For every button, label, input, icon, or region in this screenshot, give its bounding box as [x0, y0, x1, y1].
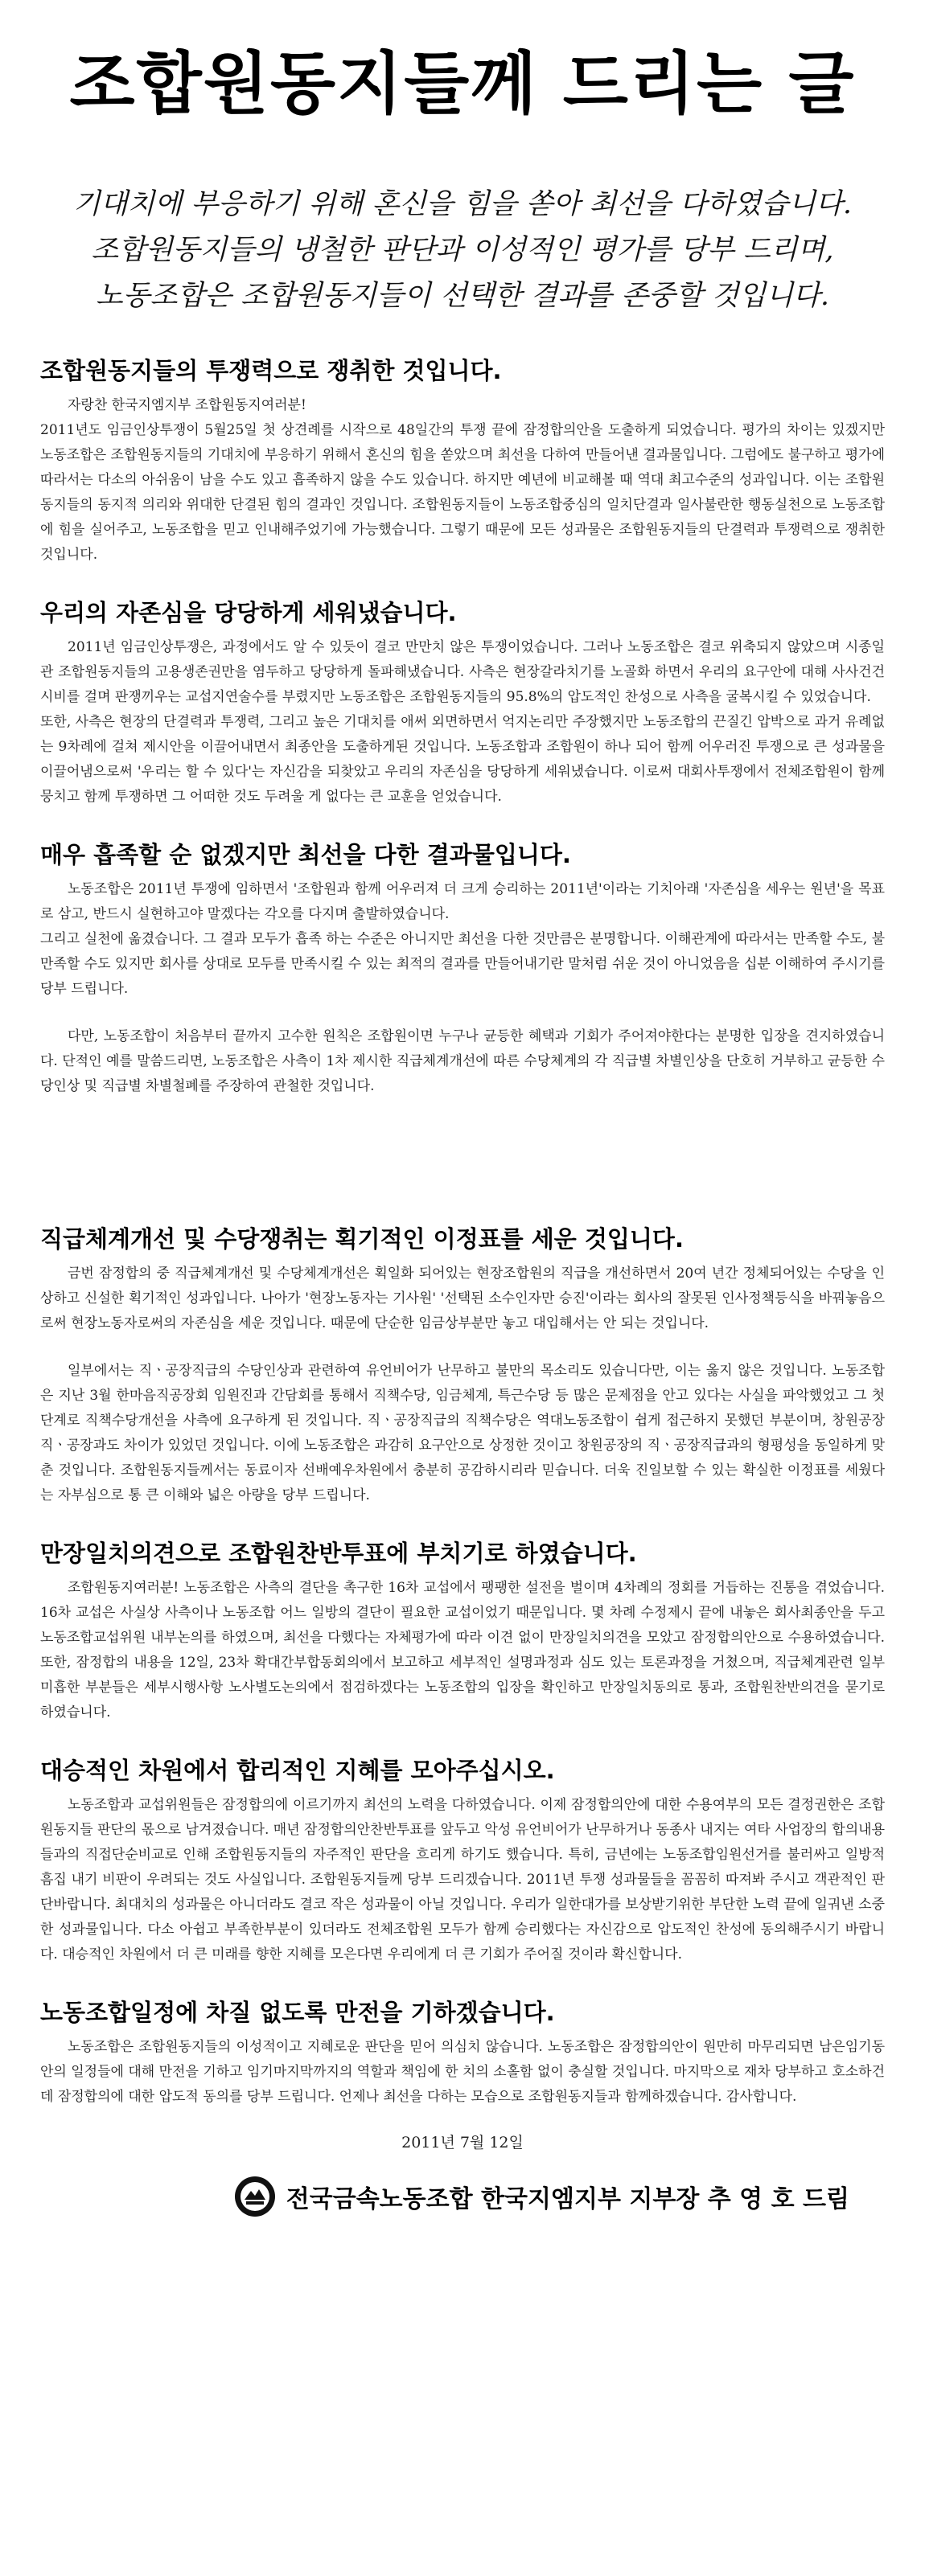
section-paragraph: 노동조합과 교섭위원들은 잠정합의에 이르기까지 최선의 노력을 다하였습니다. 이제 잠정합의안에 대한 수용여부의 모든 결정권한은 조합원동지들 판단의 몫으로 남겨졌습니다. 매년 잠정합의안찬반투표를 앞두고 악성 유언비어가 난무하거나 동종사 내지는 여타 사업장의 합의내용들과의 직접단순비교로 인해 조합원동지들의 자주적인 판단을 흐리게 하기도 했습니다. 특히, 금년에는 노동조합임원선거를 불러싸고 일방적 흠집 내기 비판이 우려되는 것도 사실입니다. 조합원동지들께 당부 드리겠습니다. 2011년 투쟁 성과물들을 꼼꼼히 따져봐 주시고 객관적인 판단바랍니다. 최대치의 성과물은 아니더라도 결코 작은 성과물이 아닐 것입니다. 우리가 일한대가를 보상받기위한 부단한 노력 끝에 일궈낸 소중한 성과물입니다. 다소 아쉽고 부족한부분이 있더라도 전체조합원 모두가 함께 승리했다는 자신감으로 압도적인 찬성에 동의해주시기 바랍니다. 대승적인 차원에서 더 큰 미래를 향한 지혜를 모은다면 우리에게 더 큰 기회가 주어질 것이라 확신합니다. — [40, 1797, 886, 1963]
section-paragraph: 노동조합은 조합원동지들의 이성적이고 지혜로운 판단을 믿어 의심치 않습니다. 노동조합은 잠정합의안이 원만히 마무리되면 남은임기동안의 일정들에 대해 만전을 기하고 임기마지막까지의 역할과 책임에 한 치의 소홀함 없이 충실할 것입니다. 마지막으로 재차 당부하고 호소하건데 잠정합의에 대한 압도적 동의를 당부 드립니다. 언제나 최선을 다하는 모습으로 조합원동지들과 함께하겠습니다. 감사합니다. — [40, 2039, 885, 2105]
section-heading: 만장일치의견으로 조합원찬반투표에 부치기로 하였습니다. — [40, 1540, 637, 1567]
section-schedule — [40, 1996, 885, 2110]
section-pride — [40, 597, 885, 810]
union-logo-icon — [233, 2175, 277, 2218]
section-paragraph: 다만, 노동조합이 처음부터 끝까지 고수한 원칙은 조합원이면 누구나 균등한 혜택과 기회가 주어져야한다는 분명한 입장을 견지하였습니다. 단적인 예를 말씀드리면, 노동조합은 사측이 1차 제시한 직급체계개선에 따른 수당체계의 각 직급별 차별인상을 단호히 거부하고 균등한 수당인상 및 직급별 차별철폐를 주장하여 관철한 것입니다. — [40, 1028, 885, 1094]
section-paragraph: 2011년 임금인상투쟁은, 과정에서도 알 수 있듯이 결코 만만치 않은 투쟁이었습니다. 그러나 노동조합은 결코 위축되지 않았으며 시종일관 조합원동지들의 고용생존권만을 염두하고 당당하게 돌파해냈습니다. 사측은 현장갈라치기를 노골화 하면서 우리의 요구안에 대해 사사건건 시비를 걸며 판쟁끼우는 교섭지연술수를 부렸지만 노동조합은 조합원동지들의 95.8%의 압도적인 찬성으로 사측을 굴복시킬 수 있었습니다. — [40, 639, 885, 705]
subtitle-block — [40, 182, 885, 319]
section-heading: 직급체계개선 및 수당쟁취는 획기적인 이정표를 세운 것입니다. — [40, 1225, 684, 1253]
section-paragraph: 노동조합은 2011년 투쟁에 임하면서 '조합원과 함께 어우러져 더 크게 승리하는 2011년'이라는 기치아래 '자존심을 세우는 원년'을 목표로 삼고, 반드시 실현하고야 말겠다는 각오를 다지며 출발하였습니다. — [40, 881, 885, 922]
section-spacer — [40, 1099, 885, 1194]
section-paragraph: 금번 잠정합의 중 직급체계개선 및 수당체계개선은 획일화 되어있는 현장조합원의 직급을 개선하면서 20여 년간 정체되어있는 수당을 인상하고 신설한 획기적인 성과입니다. 나아가 '현장노동자는 기사원' '선택된 소수인자만 승진'이라는 회사의 잘못된 인사정책등식을 바꿔놓음으로써 현장노동자로써의 자존심을 세운 것입니다. 때문에 단순한 임금상부분만 놓고 대입해서는 안 되는 것입니다. — [40, 1265, 885, 1331]
signature-block — [40, 2175, 885, 2218]
section-heading: 노동조합일정에 차질 없도록 만전을 기하겠습니다. — [40, 1999, 555, 2026]
subtitle-line: 노동조합은 조합원동지들이 선택한 결과를 존중할 것입니다. — [95, 280, 829, 312]
section-paragraph: 2011년도 임금인상투쟁이 5월25일 첫 상견례를 시작으로 48일간의 투쟁 끝에 잠정합의안을 도출하게 되었습니다. 평가의 차이는 있겠지만 노동조합은 조합원동지들의 기대치에 부응하기 위해서 혼신의 힘을 쏟았으며 최선을 다하여 만들어낸 결과물입니다. 그럼에도 불구하고 평가에 따라서는 다소의 아쉬움이 남을 수도 있고 흡족하지 않을 수도 있습니다. 하지만 예년에 비교해볼 때 역대 최고수준의 성과입니다. 이는 조합원동지들의 동지적 의리와 위대한 단결된 힘의 결과인 것입니다. 조합원동지들이 노동조합중심의 일치단결과 일사불란한 행동실천으로 노동조합에 힘을 실어주고, 노동조합을 믿고 인내해주었기에 가능했습니다. 그렇기 때문에 모든 성과물은 조합원동지들의 단결력과 투쟁력으로 쟁취한 것입니다. — [40, 422, 886, 563]
section-paragraph: 자랑찬 한국지엠지부 조합원동지여러분! — [68, 397, 306, 413]
section-struggle-power — [40, 355, 885, 568]
subtitle-line: 기대치에 부응하기 위해 혼신을 힘을 쏟아 최선을 다하였습니다. — [72, 188, 853, 220]
signature-text: 전국금속노동조합 한국지엠지부 지부장 추 영 호 드림 — [286, 2185, 849, 2213]
letter-date: 2011년 7월 12일 — [401, 2134, 524, 2151]
section-paragraph: 그리고 실천에 옮겼습니다. 그 결과 모두가 흡족 하는 수준은 아니지만 최선을 다한 것만큼은 분명합니다. 이해관계에 따라서는 만족할 수도, 불만족할 수도 있지만 회사를 상대로 모두를 만족시킬 수 있는 최적의 결과를 만들어내기란 말처럼 쉬운 것이 아니었음을 십분 이해하여 주시기를 당부 드립니다. — [40, 931, 885, 997]
section-paragraph: 또한, 사측은 현장의 단결력과 투쟁력, 그리고 높은 기대치를 애써 외면하면서 억지논리만 주장했지만 노동조합의 끈질긴 압박으로 과거 유례없는 9차례에 걸쳐 제시안을 이끌어내면서 최종안을 도출하게된 것입니다. 노동조합과 조합원이 하나 되어 함께 어우러진 투쟁으로 큰 성과물을 이끌어냄으로써 '우리는 할 수 있다'는 자신감을 되찾았고 우리의 자존심을 당당하게 세워냈습니다. 이로써 대회사투쟁에서 전체조합원이 함께 뭉치고 함께 투쟁하면 그 어떠한 것도 두려울 게 없다는 큰 교훈을 얻었습니다. — [40, 714, 885, 805]
section-heading: 우리의 자존심을 당당하게 세워냈습니다. — [40, 599, 457, 626]
section-job-grade — [40, 1223, 885, 1508]
section-paragraph: 조합원동지여러분! 노동조합은 사측의 결단을 촉구한 16차 교섭에서 팽팽한 설전을 벌이며 4차례의 정회를 거듭하는 진통을 겪었습니다. 16차 교섭은 사실상 사측이나 노동조합 어느 일방의 결단이 필요한 교섭이었기 때문입니다. 몇 차례 수정제시 끝에 내놓은 회사최종안을 두고 노동조합교섭위원 내부논의를 하였으며, 최선을 다했다는 자체평가에 따라 이견 없이 만장일치의견을 모았고 잠정합의안으로 수용하였습니다. 또한, 잠정합의 내용을 12일, 23차 확대간부합동회의에서 보고하고 세부적인 설명과정과 심도 있는 토론과정을 거쳤으며, 직급체계관련 일부 미흡한 부분들은 세부시행사항 노사별도논의에서 점검하겠다는 노동조합의 입장을 확인하고 만장일치동의로 통과, 조합원찬반의견을 묻기로 하였습니다. — [40, 1580, 885, 1721]
section-wisdom — [40, 1754, 885, 1967]
section-best-result — [40, 839, 885, 1099]
page-title: 조합원동지들께 드리는 글 — [69, 44, 856, 123]
section-heading: 조합원동지들의 투쟁력으로 쟁취한 것입니다. — [40, 357, 502, 384]
section-paragraph: 일부에서는 직ㆍ공장직급의 수당인상과 관련하여 유언비어가 난무하고 불만의 목소리도 있습니다만, 이는 옳지 않은 것입니다. 노동조합은 지난 3월 한마음직공장회 임원진과 간담회를 통해서 직책수당, 임금체계, 특근수당 등 많은 문제점을 안고 있다는 사실을 파악했었고 그 첫 단계로 직책수당개선을 사측에 요구하게 된 것입니다. 직ㆍ공장직급의 직책수당은 역대노동조합이 쉽게 접근하지 못했던 부분이며, 창원공장 직ㆍ공장과도 차이가 있었던 것입니다. 이에 노동조합은 과감히 요구안으로 상정한 것이고 창원공장의 직ㆍ공장직급과의 형평성을 동일하게 맞춘 것입니다. 조합원동지들께서는 동료이자 선배예우차원에서 충분히 공감하시리라 믿습니다. 더욱 진일보할 수 있는 확실한 이정표를 세웠다는 자부심으로 통 큰 이해와 넓은 아량을 당부 드립니다. — [40, 1363, 886, 1503]
section-heading: 매우 흡족할 순 없겠지만 최선을 다한 결과물입니다. — [40, 841, 571, 868]
subtitle-line: 조합원동지들의 냉철한 판단과 이성적인 평가를 당부 드리며, — [91, 234, 834, 266]
section-unanimous-vote — [40, 1537, 885, 1725]
section-heading: 대승적인 차원에서 합리적인 지혜를 모아주십시오. — [40, 1757, 555, 1784]
